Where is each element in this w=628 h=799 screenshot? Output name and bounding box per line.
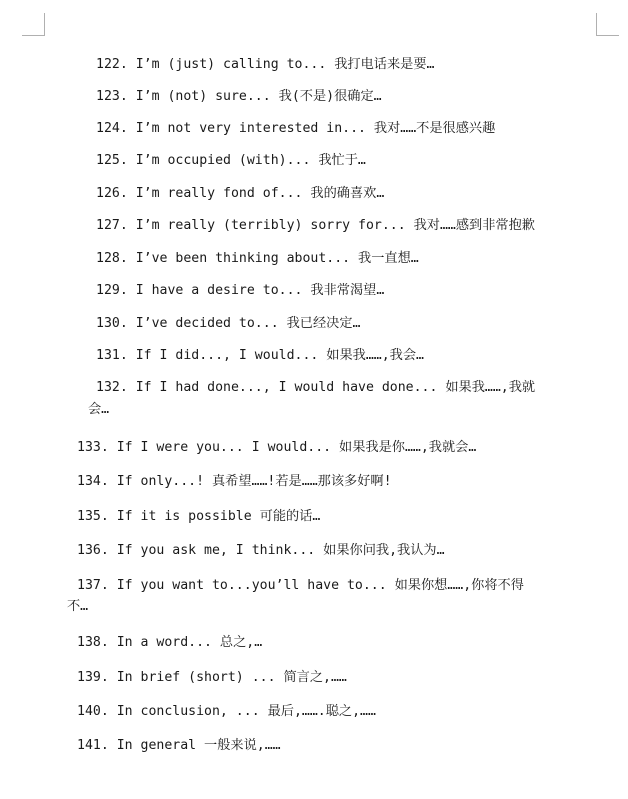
item-number: 129. [96,283,128,298]
item-text: In general 一般来说,…… [116,738,281,753]
item-text: If you ask me, I think... 如果你问我,我认为… [116,543,445,558]
list-item [96,281,384,301]
item-text-continuation: 不… [67,599,89,614]
item-text: If only...! 真希望……!若是……那该多好啊! [116,474,392,489]
item-number: 137. [77,578,109,593]
item-text: If you want to...you’ll have to... 如果你想……,你将不得 [116,578,524,593]
item-number: 132. [96,380,128,395]
item-text-continuation: 会… [88,402,110,417]
list-item [77,633,262,653]
item-text: I’ve been thinking about... 我一直想… [135,251,419,266]
list-item [77,576,524,596]
list-item [96,119,495,139]
item-number: 122. [96,57,128,72]
list-item [96,216,535,236]
item-text: In conclusion, ... 最后,…….聪之,…… [116,704,376,719]
list-item [96,346,424,366]
item-text: I’m (just) calling to... 我打电话来是要… [135,57,435,72]
list-item [77,472,392,492]
item-number: 136. [77,543,109,558]
item-number: 138. [77,635,109,650]
item-text: In brief (short) ... 简言之,…… [116,670,347,685]
item-number: 130. [96,316,128,331]
list-item [96,87,382,107]
item-number: 139. [77,670,109,685]
list-item [96,151,366,171]
list-item [96,184,384,204]
item-number: 123. [96,89,128,104]
list-item [77,702,376,722]
list-item [77,668,347,688]
crop-mark-top-right [596,13,619,36]
item-text: I’m not very interested in... 我对……不是很感兴趣 [135,121,496,136]
item-text: If I had done..., I would have done... 如果我……,我就 [135,380,536,395]
item-text: I have a desire to... 我非常渴望… [135,283,385,298]
item-number: 131. [96,348,128,363]
list-item [96,378,535,398]
item-text: If I were you... I would... 如果我是你……,我就会… [116,440,477,455]
list-item [96,314,360,334]
list-item [96,55,434,75]
item-number: 140. [77,704,109,719]
item-text: In a word... 总之,… [116,635,263,650]
item-text: If I did..., I would... 如果我……,我会… [135,348,424,363]
item-text: I’m really (terribly) sorry for... 我对……感到非常抱歉 [135,218,535,233]
list-item [77,507,320,527]
list-item [96,249,419,269]
item-number: 124. [96,121,128,136]
list-item [77,541,445,561]
item-number: 127. [96,218,128,233]
item-number: 125. [96,153,128,168]
item-text: If it is possible 可能的话… [116,509,321,524]
list-item [77,736,281,756]
item-number: 141. [77,738,109,753]
item-text: I’m really fond of... 我的确喜欢… [135,186,385,201]
item-number: 134. [77,474,109,489]
item-text: I’ve decided to... 我已经决定… [135,316,361,331]
item-number: 128. [96,251,128,266]
list-item-continuation [67,597,88,617]
crop-mark-top-left [22,13,45,36]
item-text: I’m occupied (with)... 我忙于… [135,153,366,168]
item-number: 133. [77,440,109,455]
item-number: 135. [77,509,109,524]
list-item [77,438,476,458]
item-text: I’m (not) sure... 我(不是)很确定… [135,89,382,104]
list-item-continuation [88,400,109,420]
item-number: 126. [96,186,128,201]
